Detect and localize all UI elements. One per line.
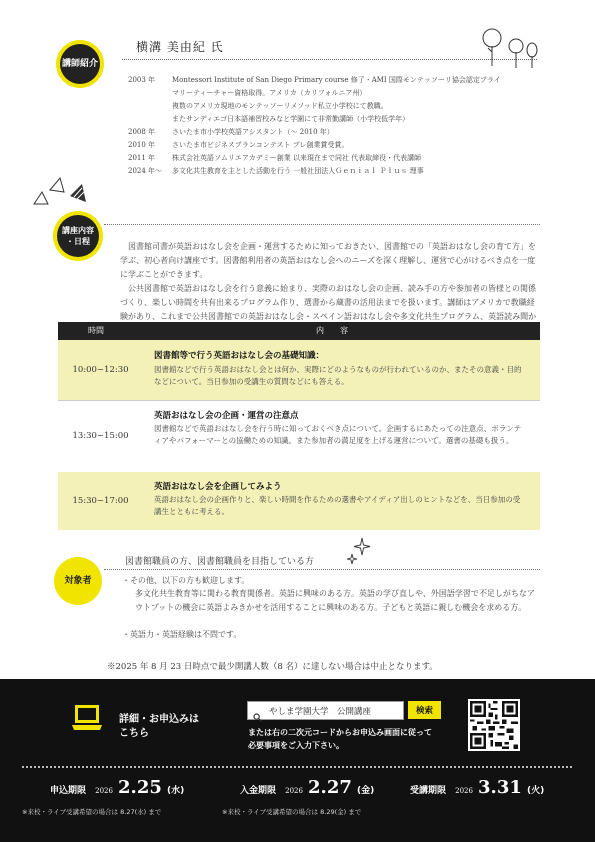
qr-code[interactable] [468,699,520,751]
header-time: 時間 [88,326,104,335]
row-desc: 図書館などで行う英語おはなし会とは何か、実際にどのようなものが行われているのか、またその意義・目的などについて。当日参加の受講生の質問などにも答える。 [154,365,522,386]
bio-row: またサンディエゴ日本語補習校みなと学園にて非常勤講師（小学校低学年） [172,115,410,123]
bio-row: 2024 年～ 多文化共生教育を主とした活動を行う 一般社団法人Ｇｅｎｉａｌ Ｐｌｕｓ 理事 [128,167,424,175]
bio-row: 2008 年 さいたま市小学校英語アシスタント（～ 2010 年） [128,128,334,136]
deadline-date: 2.25 [118,777,162,798]
footer [0,679,595,842]
deadline-label: 受講期限 [410,786,447,796]
header-content: 内 容 [316,326,348,335]
laptop-icon [70,703,104,733]
lecturer-name: 横溝 美由紀 氏 [136,40,224,54]
row-desc: 英語おはなし会の企画作りと、楽しい時間を作るための選書やアイディア出しのヒントなどを、当日参加の受講生とともに考える。 [154,495,521,516]
content-paragraph-2: 公共図書館で英語おはなし会を行う意義に始まり、実際のおはなし会の企画、読み手の方や参加者の皆様との関係づくり、楽しい時間を共有出来るプログラム作り、選書から蔵書の活用法までを扱います。講師はアメリカで教職経験があり、これまで公共図書館での英語おはなし会・スペイン語おはなし会や多文化共生プログラム、英語読み聞か [120,284,537,321]
deadline-label: 申込期限 [50,786,87,796]
row-title: 図書館等で行う英語おはなし会の基礎知識： [154,351,325,361]
row-time: 10:00~12:30 [72,365,129,375]
content-badge-line1: 講座内容 [62,226,94,235]
qr-line-2: 必要事項をご入力下さい。 [248,741,344,750]
deadline-label: 入金期限 [240,786,277,796]
deadline-year: 2026 [285,787,303,795]
deadline-year: 2026 [95,787,113,795]
bio-row: 複数のアメリカ現地のモンテッソーリメソッド私立小学校にて教職。 [172,102,388,110]
target-badge-label: 対象者 [64,576,92,586]
footer-divider [22,766,572,768]
content-paragraph-1: 図書館司書が英語おはなし会を企画・運営するために知っておきたい、図書館での「英語おはなし会の育て方」を学ぶ、初心者向け講座です。図書館利用者の英語おはなし会へのニーズを深く理解し、運営で心がけるべき点を一度に学ぶことができます。 [120,242,536,279]
qr-line-1: または右の二次元コードからお申込み画面に従って [248,728,432,737]
deadline-course [410,777,544,798]
content-divider [104,224,540,225]
target-bullet-1: ・その他、以下の方も歓迎します。 [122,576,250,585]
lecturer-badge-label: 講師紹介 [61,59,98,69]
schedule-header [58,322,540,340]
deadline-note: ※来校・ライブ受講希望の場合は 8.29(金) まで [222,808,362,816]
bio-row: 2010 年 さいたま市ビジネスプランコンテスト プレ創業賞受賞。 [128,141,349,149]
apply-text [119,713,199,741]
apply-line-2: こちら [119,728,149,739]
bio-row: 2011 年 株式会社英語ソムリエアカデミー創業 以来現在まで同社 代表取締役・代表講師 [128,154,422,162]
lecturer-underline [122,59,537,60]
deadline-year: 2026 [455,787,473,795]
search-box[interactable] [247,701,404,720]
triangle-decoration [30,170,100,210]
cancellation-notice: ※2025 年 8 月 23 日時点で最少開講人数（8 名）に達しない場合は中止となります。 [107,662,438,672]
deadline-dow: (金) [356,786,375,796]
deadline-date: 3.31 [478,777,522,798]
search-input[interactable]: やしま学園大学 公開講座 [269,706,372,717]
row-desc: 図書館などで英語おはなし会を行う時に知っておくべき点について。企画するにあたっての注意点、ボランティアやパフォーマーとの協働ための知識。また参加者の満足度を上げる運営について。選書の基礎も扱う。 [154,424,522,445]
deadline-note: ※来校・ライブ受講希望の場合は 8.27(水) まで [22,808,162,816]
deadline-date: 2.27 [308,777,352,798]
row-time: 15:30~17:00 [72,496,129,506]
tree-illustration [478,22,540,72]
search-button[interactable]: 検索 [408,701,441,719]
sparkle-icon [344,536,372,568]
row-title: 英語おはなし会を企画してみよう [154,482,282,492]
row-time: 13:30~15:00 [72,431,129,441]
row-title: 英語おはなし会の企画・運営の注意点 [154,411,299,421]
target-badge [54,557,102,605]
target-bullet-2: ・英語力・英語経験は不問です。 [122,630,242,639]
deadline-dow: (水) [166,786,185,796]
deadline-payment [240,777,374,798]
apply-line-1: 詳細・お申込みは [119,714,199,725]
content-badge [53,211,103,261]
target-headline: 図書館職員の方、図書館職員を目指している方 [125,557,315,567]
target-bullet-1-detail: 多文化共生教育等に関わる教育関係者。英語に興味のある方。英語の学び直しや、外国語学習で不足しがちなアウトプットの機会に英語よみきかせを活用することに興味のある方。子どもと英語に親しむ機会を求める方。 [135,589,535,612]
qr-instructions [248,726,432,752]
deadline-dow: (火) [526,786,545,796]
search-icon [253,707,261,715]
deadline-apply [50,777,184,798]
schedule-row [58,340,540,400]
bio-row: 2003 年 Montessori Institute of San Diego Primary course 修了・AMI 国際モンテッソーリ協会認定プライ [128,76,501,84]
content-badge-line2: ・日程 [66,237,90,246]
schedule-row [58,472,540,530]
bio-row: マリーティーチャー資格取得。アメリカ（カリフォルニア州） [172,89,367,97]
lecturer-badge [56,40,104,88]
target-divider [104,569,540,570]
schedule-row [58,401,540,471]
